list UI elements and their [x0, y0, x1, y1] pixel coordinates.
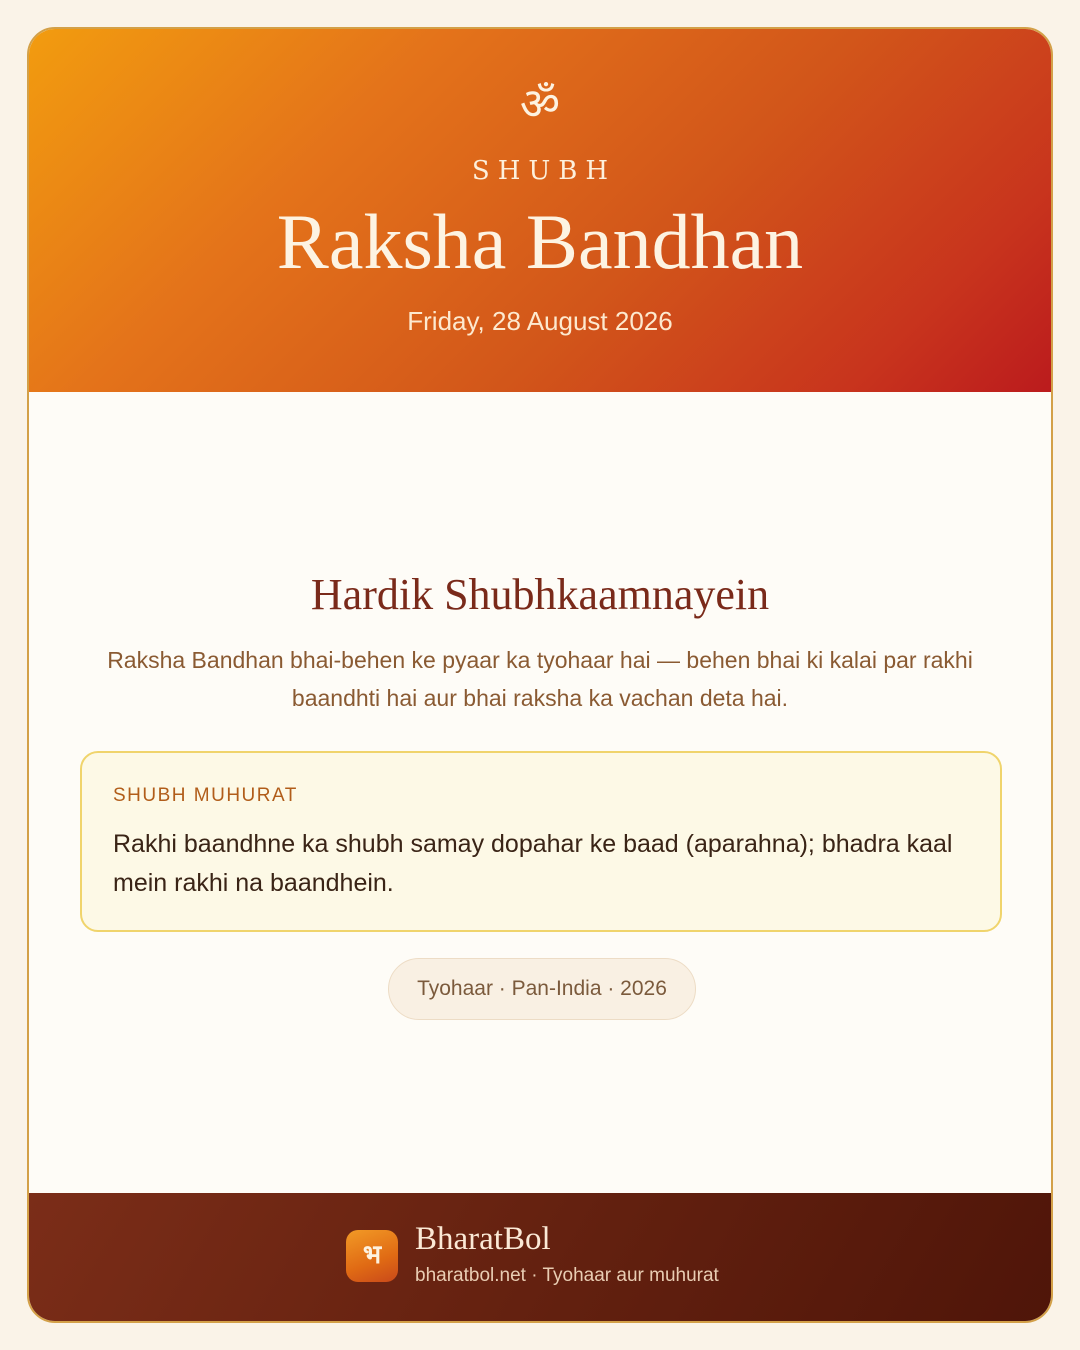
brand-subtitle: bharatbol.net · Tyohaar aur muhurat	[415, 1265, 719, 1286]
muhurat-label: SHUBH MUHURAT	[113, 785, 298, 806]
brand-name: BharatBol	[415, 1221, 551, 1257]
muhurat-text: Rakhi baandhne ka shubh samay dopahar ke baad (aparahna); bhadra kaal mein rakhi na baandhein.	[113, 830, 953, 897]
category-tag: Tyohaar · Pan-India · 2026	[388, 958, 696, 1020]
bharatbol-logo-icon: भ	[346, 1230, 398, 1282]
hero-banner	[29, 29, 1051, 392]
greeting-card	[27, 27, 1053, 1323]
hero-kicker: SHUBH	[471, 156, 617, 186]
festival-date: Friday, 28 August 2026	[407, 306, 673, 336]
festival-description: Raksha Bandhan bhai-behen ke pyaar ka tyohaar hai — behen bhai ki kalai par rakhi baandhti hai aur bhai raksha ka vachan deta hai.	[107, 647, 973, 711]
footer-bar	[29, 1193, 1051, 1321]
muhurat-box	[80, 751, 1002, 932]
greeting-heading: Hardik Shubhkaamnayein	[310, 570, 770, 619]
festival-title: Raksha Bandhan	[276, 198, 804, 285]
om-symbol-icon: ॐ	[519, 79, 561, 130]
